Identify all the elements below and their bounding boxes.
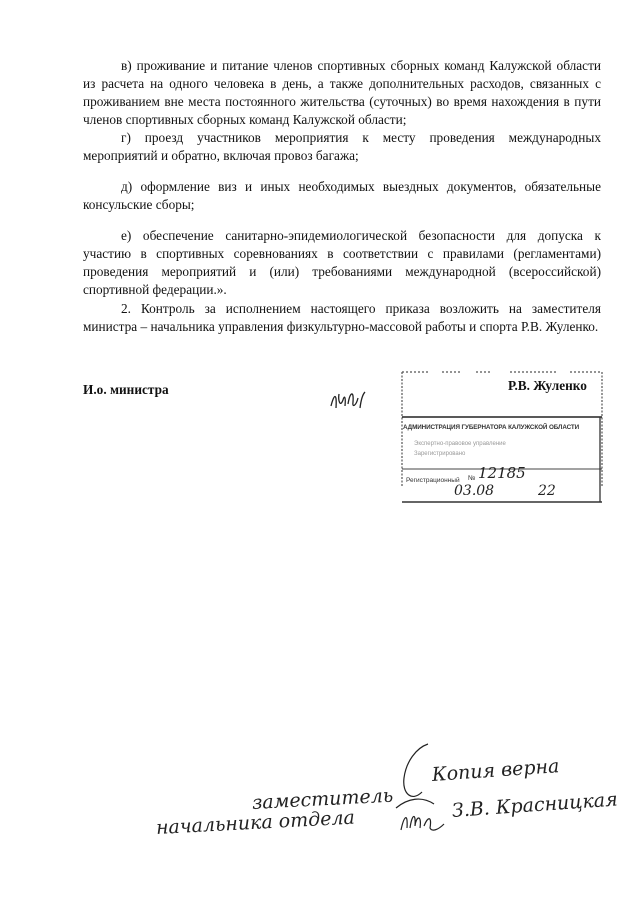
- signatory-role: И.о. министра: [83, 382, 169, 397]
- handwritten-certifier-name: З.В. Красницкая: [451, 788, 619, 822]
- paragraph-item-g: г) проезд участников мероприятия к месту проведения международных мероприятий и обратно, включая провоз багажа;: [83, 130, 601, 163]
- paragraph-item-v: в) проживание и питание членов спортивных сборных команд Калужской области из расчета на одного человека в день, а также дополнительных расходов, связанных с проживанием вне места постоянного жительства (суточных) во время нахождения в пути членов спортивных сборных команд Калужской области;: [83, 58, 601, 127]
- handwritten-copy-certification: Копия верна: [431, 755, 561, 786]
- signatory-name: Р.В. Жуленко: [508, 378, 587, 393]
- stamp-header: АДМИНИСТРАЦИЯ ГУБЕРНАТОРА КАЛУЖСКОЙ ОБЛАСТИ: [403, 424, 580, 431]
- handwritten-head-title: начальника отдела: [155, 806, 356, 839]
- stamp-subtitle-1: Экспертно-правовое управление: [414, 441, 506, 447]
- paragraph-item-2: 2. Контроль за исполнением настоящего приказа возложить на заместителя министра – начальника управления физкультурно-массовой работы и спорта Р.В. Жуленко.: [83, 301, 601, 334]
- stamp-registration-year: 22: [538, 483, 556, 499]
- stamp-registration-date: 03.08: [454, 483, 495, 499]
- stamp-frame: [398, 369, 606, 505]
- stamp-registration-number: 12185: [478, 464, 526, 482]
- handwritten-deputy-title: заместитель: [251, 784, 394, 814]
- stamp-number-sign: №: [468, 475, 476, 482]
- stamp-registration-label: Регистрационный: [406, 477, 460, 484]
- paragraph-item-e: е) обеспечение санитарно-эпидемиологической безопасности для допуска к участию в спортивных соревнованиях в соответствии с правилами (регламентами) проведения мероприятий и (или) требованиями международной (всероссийской) спортивной федерации.».: [83, 228, 601, 297]
- certifier-signature: [398, 806, 448, 836]
- minister-signature: [328, 386, 368, 414]
- stamp-subtitle-2: Зарегистрировано: [414, 451, 466, 457]
- paragraph-item-d: д) оформление виз и иных необходимых выездных документов, обязательные консульские сборы;: [83, 179, 601, 212]
- registration-stamp: [398, 369, 606, 505]
